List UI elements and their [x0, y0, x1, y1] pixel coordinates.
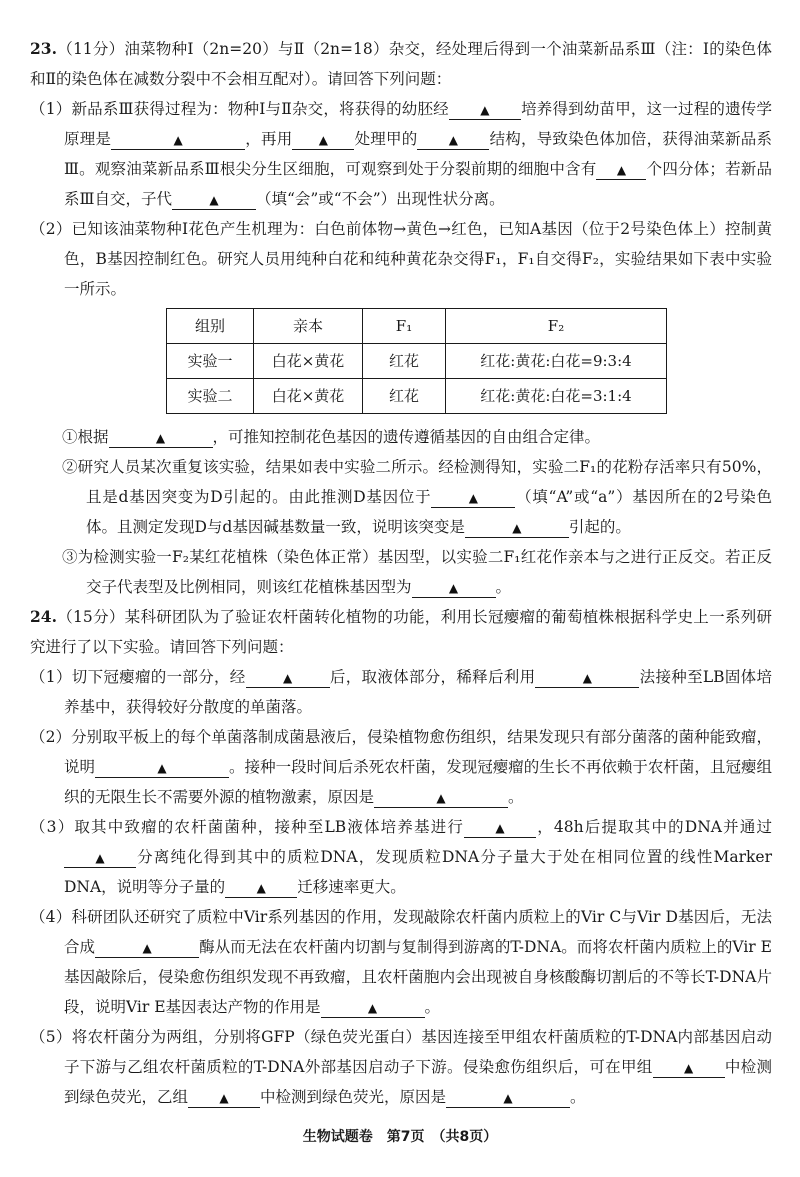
answer-blank[interactable] — [374, 787, 508, 808]
q24-part5 — [30, 1022, 772, 1112]
triangle-icon: ▲ — [436, 791, 446, 805]
q23-p1-text-b: 培养得到幼苗甲，这一过程的遗传学原理是 — [64, 100, 772, 148]
triangle-icon: ▲ — [683, 1061, 694, 1075]
q24-part3 — [30, 812, 772, 902]
answer-blank[interactable] — [535, 667, 639, 688]
table-header: F₁ — [363, 309, 446, 344]
q24-part2 — [30, 722, 772, 812]
q24-p2-text-b: 。接种一段时间后杀死农杆菌，发现冠瘿瘤的生长不再依赖于农杆菌，且冠瘿组织的无限生长不需要外源的植物激素，原因是 — [64, 758, 772, 806]
table-row — [167, 344, 667, 379]
q24-p1-text-c: 法接种至LB固体培养基中，获得较好分散度的单菌落。 — [64, 668, 772, 716]
answer-blank[interactable] — [412, 577, 496, 598]
table-header: F₂ — [446, 309, 667, 344]
triangle-icon: ▲ — [155, 431, 166, 445]
triangle-icon: ▲ — [495, 821, 505, 835]
triangle-icon: ▲ — [512, 521, 522, 535]
q23-number: 23. — [30, 39, 57, 58]
triangle-icon: ▲ — [582, 671, 592, 685]
triangle-icon: ▲ — [95, 851, 105, 865]
answer-blank[interactable] — [246, 667, 330, 688]
answer-blank[interactable] — [596, 159, 646, 180]
triangle-icon: ▲ — [157, 761, 167, 775]
table-header: 亲本 — [254, 309, 363, 344]
table-row — [167, 379, 667, 414]
answer-blank[interactable] — [188, 1087, 260, 1108]
triangle-icon: ▲ — [219, 1091, 229, 1105]
q24-p3-text-a: （3）取其中致瘤的农杆菌菌种，接种至LB液体培养基进行 — [30, 818, 465, 836]
q24-p2-text-c: 。 — [508, 788, 524, 806]
q24-title — [30, 602, 772, 662]
answer-blank[interactable] — [417, 129, 489, 150]
q23-s3-text-a: ③为检测实验一F₂某红花植株（染色体正常）基因型，以实验二F₁红花作亲本与之进行正反交。若正反交子代表型及比例相同，则该红花植株基因型为 — [62, 548, 772, 596]
answer-blank[interactable] — [64, 847, 136, 868]
q23-title-text: （11分）油菜物种Ⅰ（2n=20）与Ⅱ（2n=18）杂交，经处理后得到一个油菜新品系Ⅲ（注：Ⅰ的染色体和Ⅱ的染色体在减数分裂中不会相互配对）。请回答下列问题： — [30, 40, 772, 88]
answer-blank[interactable] — [431, 487, 515, 508]
q24-p4-text-a: （4）科研团队还研究了质粒中Vir系列基因的作用，发现敲除农杆菌内质粒上的Vir C与Vir D基因后，无法合成 — [30, 908, 772, 956]
triangle-icon: ▲ — [283, 671, 293, 685]
q24-p3-text-b: ，48h后提取其中的DNA并通过 — [536, 818, 773, 836]
q23-s3-text-b: 。 — [495, 578, 512, 596]
q24-p5-text-d: 。 — [570, 1088, 586, 1106]
q23-p1-text-e: 结构，导致染色体加倍，获得油菜新品系Ⅲ。观察油菜新品系Ⅲ根尖分生区细胞，可观察到处于分裂前期的细胞中含有 — [64, 130, 772, 178]
answer-blank[interactable] — [653, 1057, 725, 1078]
table-header: 组别 — [167, 309, 254, 344]
q24-p4-text-c: 。 — [424, 998, 441, 1016]
q24-part4 — [30, 902, 772, 1022]
q23-p1-text-c: ，再用 — [245, 130, 293, 148]
q23-s1-text-a: ①根据 — [62, 428, 109, 446]
triangle-icon: ▲ — [448, 133, 459, 147]
table-cell: 实验二 — [167, 379, 254, 414]
table-cell: 红花:黄花:白花=3:1:4 — [446, 379, 667, 414]
answer-blank[interactable] — [321, 997, 425, 1018]
table-cell: 红花:黄花:白花=9:3:4 — [446, 344, 667, 379]
table-cell: 白花×黄花 — [254, 344, 363, 379]
experiment-table — [166, 308, 667, 414]
page-footer: 生物试题卷 第7页 （共8页） — [302, 1129, 498, 1145]
q23-title — [30, 34, 772, 94]
q24-p5-text-a: （5）将农杆菌分为两组，分别将GFP（绿色荧光蛋白）基因连接至甲组农杆菌质粒的T-DNA内部基因启动子下游与乙组农杆菌质粒的T-DNA外部基因启动子下游。侵染愈伤组织后，可在甲组 — [30, 1028, 772, 1076]
triangle-icon: ▲ — [367, 1001, 378, 1015]
q23-subq1 — [30, 422, 772, 452]
q23-s2-text-c: 引起的。 — [568, 518, 631, 536]
table-cell: 实验一 — [167, 344, 254, 379]
q24-p2-text-a: （2）分别取平板上的每个单菌落制成菌悬液后，侵染植物愈伤组织，结果发现只有部分菌落的菌种能致瘤，说明 — [30, 728, 772, 776]
triangle-icon: ▲ — [448, 581, 459, 595]
q23-p1-text-f: 个四分体；若新品系Ⅲ自交，子代 — [64, 160, 772, 208]
q23-part2: （2）已知该油菜物种Ⅰ花色产生机理为：白色前体物→黄色→红色，已知A基因（位于2号染色体上）控制黄色，B基因控制红色。研究人员用纯种白花和纯种黄花杂交得F₁，F₁自交得F₂，实验结果如下表中实验一所示。 — [30, 220, 772, 298]
answer-blank[interactable] — [292, 129, 354, 150]
q23-p1-text-g: （填“会”或“不会”）出现性状分离。 — [255, 190, 505, 208]
triangle-icon: ▲ — [616, 163, 627, 177]
table-cell: 红花 — [363, 344, 446, 379]
q24-title-text: （15分）某科研团队为了验证农杆菌转化植物的功能，利用长冠瘿瘤的葡萄植株根据科学史上一系列研究进行了以下实验。请回答下列问题： — [30, 608, 772, 656]
triangle-icon: ▲ — [209, 193, 219, 207]
q24-p1-text-b: 后，取液体部分，稀释后利用 — [329, 668, 536, 686]
triangle-icon: ▲ — [256, 881, 266, 895]
q23-part1 — [30, 94, 772, 214]
answer-blank[interactable] — [449, 99, 521, 120]
answer-blank[interactable] — [109, 427, 213, 448]
table-cell: 红花 — [363, 379, 446, 414]
table-header-row — [167, 309, 667, 344]
q24-p5-text-b: 中检测到绿色荧光，乙组 — [64, 1058, 772, 1106]
answer-blank[interactable] — [446, 1087, 570, 1108]
table-cell: 白花×黄花 — [254, 379, 363, 414]
q24-p1-text-a: （1）切下冠瘿瘤的一部分，经 — [30, 668, 246, 686]
q24-number: 24. — [30, 607, 57, 626]
q23-p1-text-d: 处理甲的 — [354, 130, 418, 148]
q23-s2-text-b: （填“A”或“a”）基因所在的2号染色体。且测定发现D与d基因碱基数量一致，说明该突变是 — [86, 488, 773, 536]
answer-blank[interactable] — [111, 129, 245, 150]
triangle-icon: ▲ — [318, 133, 329, 147]
q23-subq2 — [30, 452, 772, 542]
q23-subq3 — [30, 542, 772, 602]
q23-p1-text-a: （1）新品系Ⅲ获得过程为：物种Ⅰ与Ⅱ杂交，将获得的幼胚经 — [30, 100, 449, 118]
exam-page — [30, 34, 772, 1112]
answer-blank[interactable] — [95, 937, 199, 958]
answer-blank[interactable] — [172, 189, 256, 210]
q23-s2-text-a: ②研究人员某次重复该实验，结果如表中实验二所示。经检测得知，实验二F₁的花粉存活率只有50%，且是d基因突变为D引起的。由此推测D基因位于 — [62, 458, 772, 506]
answer-blank[interactable] — [95, 757, 229, 778]
triangle-icon: ▲ — [480, 103, 490, 117]
triangle-icon: ▲ — [468, 491, 478, 505]
q24-p3-text-c: 分离纯化得到其中的质粒DNA，发现质粒DNA分子量大于处在相同位置的线性Marker DNA，说明等分子量的 — [64, 848, 772, 896]
q23-s1-text-b: ，可推知控制花色基因的遗传遵循基因的自由组合定律。 — [212, 428, 601, 446]
q24-p3-text-d: 迁移速率更大。 — [297, 878, 406, 896]
triangle-icon: ▲ — [173, 133, 183, 147]
q24-p5-text-c: 中检测到绿色荧光，原因是 — [260, 1088, 447, 1106]
triangle-icon: ▲ — [142, 941, 152, 955]
answer-blank[interactable] — [465, 517, 569, 538]
triangle-icon: ▲ — [503, 1091, 513, 1105]
q24-part1 — [30, 662, 772, 722]
answer-blank[interactable] — [225, 877, 297, 898]
q24-p4-text-b: 酶从而无法在农杆菌内切割与复制得到游离的T-DNA。而将农杆菌内质粒上的Vir E基因敲除后，侵染愈伤组织发现不再致瘤，且农杆菌胞内会出现被自身核酸酶切割后的不等长T-DNA片段，说明Vir E基因表达产物的作用是 — [64, 938, 772, 1016]
answer-blank[interactable] — [464, 817, 536, 838]
